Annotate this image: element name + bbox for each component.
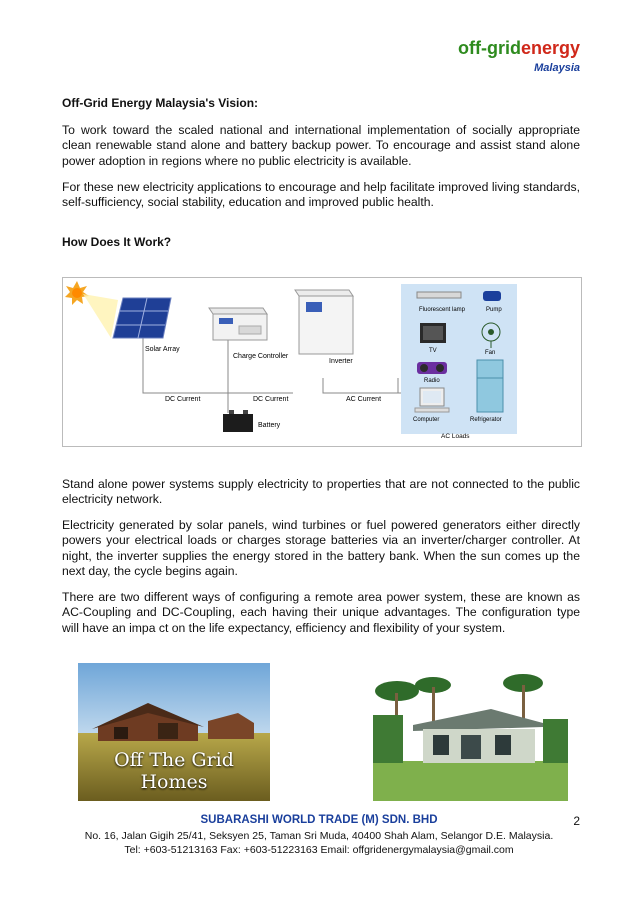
page-number: 2 [573,814,580,828]
system-diagram [62,277,582,447]
label-solar-array: Solar Array [145,346,180,353]
label-computer: Computer [413,417,440,423]
footer-company-name: SUBARASHI WORLD TRADE (M) SDN. BHD [200,814,438,826]
label-ac-current: AC Current [346,396,382,403]
label-charge-controller: Charge Controller [233,353,289,360]
computer-icon [415,388,449,412]
brand-logo-text [458,38,580,58]
label-inverter: Inverter [329,358,353,365]
body-paragraph-1: Stand alone power systems supply electricity to properties that are not connected to the public electricity network. [62,477,580,507]
label-fluorescent-lamp: Fluorescent lamp [419,307,466,313]
label-dc-current-1: DC Current [165,396,201,403]
label-pump: Pump [486,307,502,313]
label-dc-current-2: DC Current [253,396,289,403]
photo-bungalow-illustration [373,663,568,801]
body-paragraph-3: There are two different ways of configuring a remote area power system, these are known as AC-Coupling and DC-Coupling, each having their unique advantages. The configuration type will have an impa ct on the life expectancy, efficiency and flexibility of your system. [62,590,580,635]
label-fan: Fan [485,350,496,356]
refrigerator-icon [477,360,503,412]
charge-controller-icon [209,308,267,340]
how-it-works-heading: How Does It Work? [62,235,172,249]
photo-caption: Off The Grid Homes [114,749,234,793]
fluorescent-lamp-icon [417,292,461,298]
tv-icon [420,323,446,343]
label-battery: Battery [258,422,281,429]
label-refrigerator: Refrigerator [470,417,502,423]
photo-bungalow [373,663,568,801]
pump-icon [483,291,501,301]
battery-icon [223,410,253,432]
solar-panel-icon [113,298,171,338]
label-radio: Radio [424,378,440,384]
brand-subtitle: Malaysia [534,62,580,74]
inverter-icon [295,290,353,354]
footer-contact: Tel: +603-51213163 Fax: +603-51223163 Email: offgridenergymalaysia@gmail.com [124,844,514,856]
brand-part-offgrid: off-grid [457,38,521,58]
photo-off-grid-home [78,663,270,801]
label-ac-loads: AC Loads [441,433,470,440]
radio-icon [417,362,447,374]
sun-icon [65,281,89,305]
system-diagram-svg [63,278,581,446]
footer-address: No. 16, Jalan Gigih 25/41, Seksyen 25, Taman Sri Muda, 40400 Shah Alam, Selangor D.E. Malaysia. [84,830,554,842]
body-paragraph-2: Electricity generated by solar panels, wind turbines or fuel powered generators either directly powers your electrical loads or charges storage batteries via an inverter/charger controller. At night, the inverter supplies the energy stored in the battery bank. When the sun comes up the next day, the cycle begins again. [62,518,580,579]
brand-part-energy: energy [520,38,580,58]
vision-paragraph-1: To work toward the scaled national and international implementation of socially appropriate clean renewable stand alone and battery backup power. To encourage and assist stand alone power adoption in regions where no public electricity is available. [62,123,580,168]
vision-paragraph-2: For these new electricity applications to encourage and help facilitate improved living standards, self-sufficiency, social stability, education and improved public health. [62,180,580,210]
sun-beam [83,294,118,338]
vision-heading: Off-Grid Energy Malaysia's Vision: [62,96,259,110]
label-tv: TV [429,348,437,354]
